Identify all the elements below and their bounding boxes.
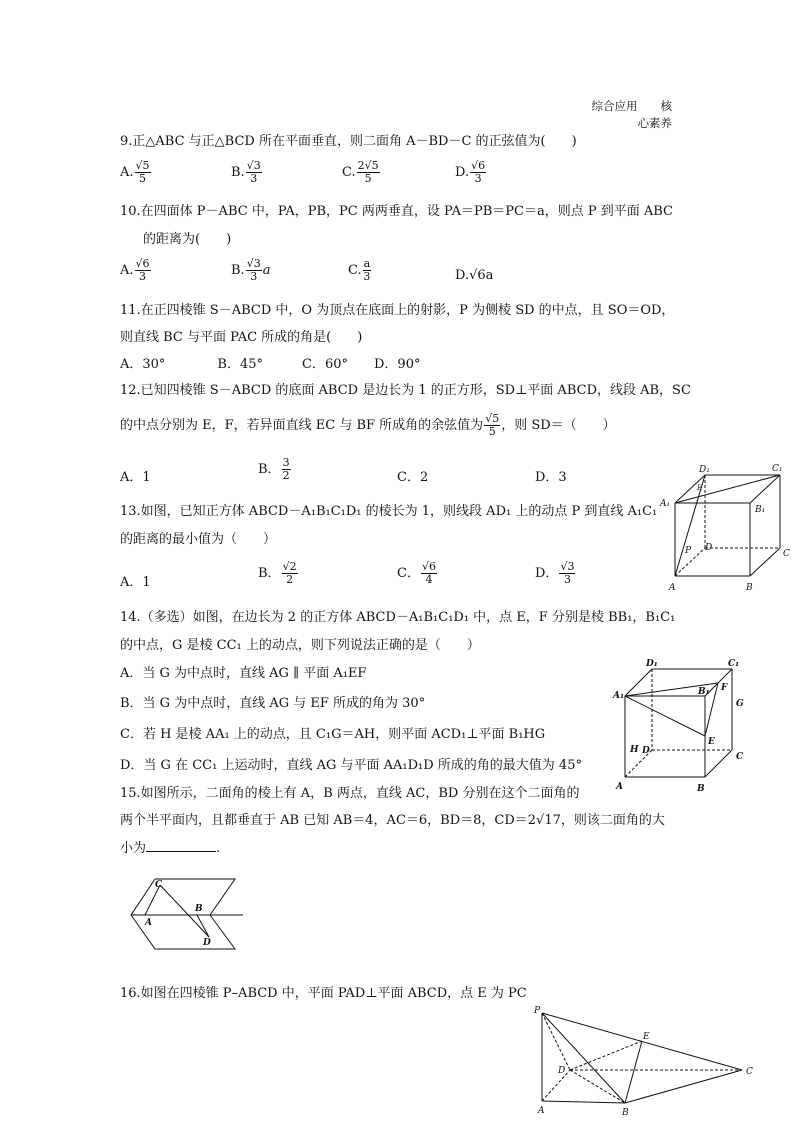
q9-stem: 9.正△ABC 与正△BCD 所在平面垂直，则二面角 A－BD－C 的正弦值为( )	[120, 134, 577, 149]
q11-stem-2: 则直线 BC 与平面 PAC 所成的角是( )	[120, 330, 363, 345]
q13-label-d: D	[705, 543, 713, 553]
q9-option-b: B. $\frac{√3}{3}$	[231, 159, 261, 185]
q14-option-c: C．若 H 是棱 AA₁ 上的动点，且 C₁G＝AH，则平面 ACD₁⊥平面 B₁HG	[120, 727, 546, 742]
q13-option-b: B． $\frac{√2}{2}$	[258, 560, 297, 586]
q14-option-b: B．当 G 为中点时，直线 AG 与 EF 所成的角为 30°	[120, 696, 426, 711]
q14-label-e: E	[708, 737, 715, 747]
q10-option-c: C. $\frac{a}{3}$	[348, 257, 371, 283]
q12-option-b: B． $\frac{3}{2}$	[258, 456, 290, 482]
q16-label-e: E	[643, 1032, 650, 1042]
q13-option-d: D． $\frac{√3}{3}$	[535, 560, 575, 586]
q13-label-p: P	[685, 546, 692, 556]
q14-label-b1: B₁	[698, 687, 710, 697]
q16-label-b: B	[622, 1108, 629, 1118]
q10-option-a: A. $\frac{√6}{3}$	[120, 257, 150, 283]
q16-label-c: C	[746, 1067, 753, 1077]
q14-label-a1: A₁	[613, 691, 624, 701]
q10-stem-2: 的距离为( )	[143, 232, 232, 247]
q14-label-h: H	[630, 745, 639, 755]
q10-option-d: D.√6a	[455, 268, 494, 283]
q14-stem-1: 14.（多选）如图，在边长为 2 的正方体 ABCD－A₁B₁C₁D₁ 中，点 E，F 分别是棱 BB₁，B₁C₁	[120, 610, 676, 625]
q14-option-a: A．当 G 为中点时，直线 AG ∥ 平面 A₁EF	[120, 666, 367, 681]
q13-stem-2: 的距离的最小值为（ ）	[120, 532, 277, 547]
q14-stem-2: 的中点，G 是棱 CC₁ 上的动点，则下列说法正确的是（ ）	[120, 638, 480, 653]
q13-label-d1: D₁	[699, 465, 710, 475]
q16-label-a: A	[538, 1106, 545, 1116]
q15-stem-1: 15.如图所示，二面角的棱上有 A，B 两点，直线 AC，BD 分别在这个二面角的	[120, 786, 580, 801]
q15-stem-2: 两个半平面内，且都垂直于 AB 已知 AB＝4，AC＝6，BD＝8，CD＝2√17，则该二面角的大	[120, 813, 665, 828]
q14-label-g: G	[736, 699, 744, 709]
q15-label-a: A	[145, 918, 152, 928]
q14-option-d: D．当 G 在 CC₁ 上运动时，直线 AG 与平面 AA₁D₁D 所成的角的最大值为 45°	[120, 758, 582, 773]
q13-label-a: A	[669, 583, 676, 593]
q13-label-e: E	[697, 484, 703, 492]
q16-stem: 16.如图在四棱锥 P–ABCD 中，平面 PAD⊥平面 ABCD，点 E 为 PC	[120, 986, 527, 1001]
q14-cube-figure	[610, 656, 775, 796]
q9-option-d: D. $\frac{√6}{3}$	[455, 159, 486, 185]
q12-option-a: A．1	[120, 470, 151, 485]
q15-stem-3: 小为 .	[120, 841, 221, 856]
q13-label-c1: C₁	[772, 464, 783, 474]
q15-label-d: D	[203, 938, 211, 948]
q11-options: A．30° B．45° C．60° D．90°	[120, 357, 421, 372]
q10-option-b: B. $\frac{√3}{3}$ a	[231, 257, 271, 283]
q12-option-d: D．3	[535, 470, 567, 485]
q13-stem-1: 13.如图，已知正方体 ABCD－A₁B₁C₁D₁ 的棱长为 1，则线段 AD₁ 上的动点 P 到直线 A₁C₁	[120, 504, 658, 519]
q13-label-b1: B₁	[755, 505, 766, 515]
q14-label-d1: D₁	[646, 659, 658, 669]
q13-cube-figure	[655, 458, 794, 598]
q9-option-c: C. $\frac{2√5}{5}$	[342, 159, 379, 185]
q14-label-d: D	[642, 746, 650, 756]
q11-stem-1: 11.在正四棱锥 S－ABCD 中，O 为顶点在底面上的射影，P 为侧棱 SD 的中点，且 SO＝OD，	[120, 303, 675, 318]
q14-label-c: C	[736, 752, 744, 762]
q15-label-b: B	[195, 904, 203, 914]
q13-label-b: B	[746, 583, 753, 593]
q15-label-c: C	[155, 880, 163, 890]
q15-dihedral-figure	[125, 873, 250, 953]
q16-label-d: D	[558, 1066, 566, 1076]
q16-pyramid-figure	[530, 1003, 765, 1121]
header-line-1: 综合应用 核	[591, 99, 672, 113]
q14-label-b: B	[697, 784, 705, 794]
q13-label-c: C	[783, 549, 790, 559]
header-line-2: 心素养	[637, 116, 672, 130]
q10-stem-1: 10.在四面体 P－ABC 中，PA，PB，PC 两两垂直，设 PA＝PB＝PC＝a，则点 P 到平面 ABC	[120, 204, 673, 219]
q14-label-a: A	[616, 782, 623, 792]
q16-label-p: P	[534, 1006, 541, 1016]
q9-option-a: A. $\frac{√5}{5}$	[120, 159, 150, 185]
q13-label-a1: A₁	[660, 499, 671, 509]
q14-label-c1: C₁	[728, 659, 740, 669]
q12-stem-1: 12.已知四棱锥 S－ABCD 的底面 ABCD 是边长为 1 的正方形，SD⊥平面 ABCD，线段 AB，SC	[120, 383, 691, 398]
q12-stem-2: 的中点分别为 E，F，若异面直线 EC 与 BF 所成角的余弦值为 $\frac{√5}{5}$ ，则 SD＝（ ）	[120, 412, 616, 438]
q13-option-a: A．1	[120, 575, 151, 590]
q14-label-f: F	[721, 683, 728, 693]
q12-option-c: C．2	[397, 470, 429, 485]
q13-option-c: C． $\frac{√6}{4}$	[397, 560, 436, 586]
answer-blank	[146, 839, 216, 852]
